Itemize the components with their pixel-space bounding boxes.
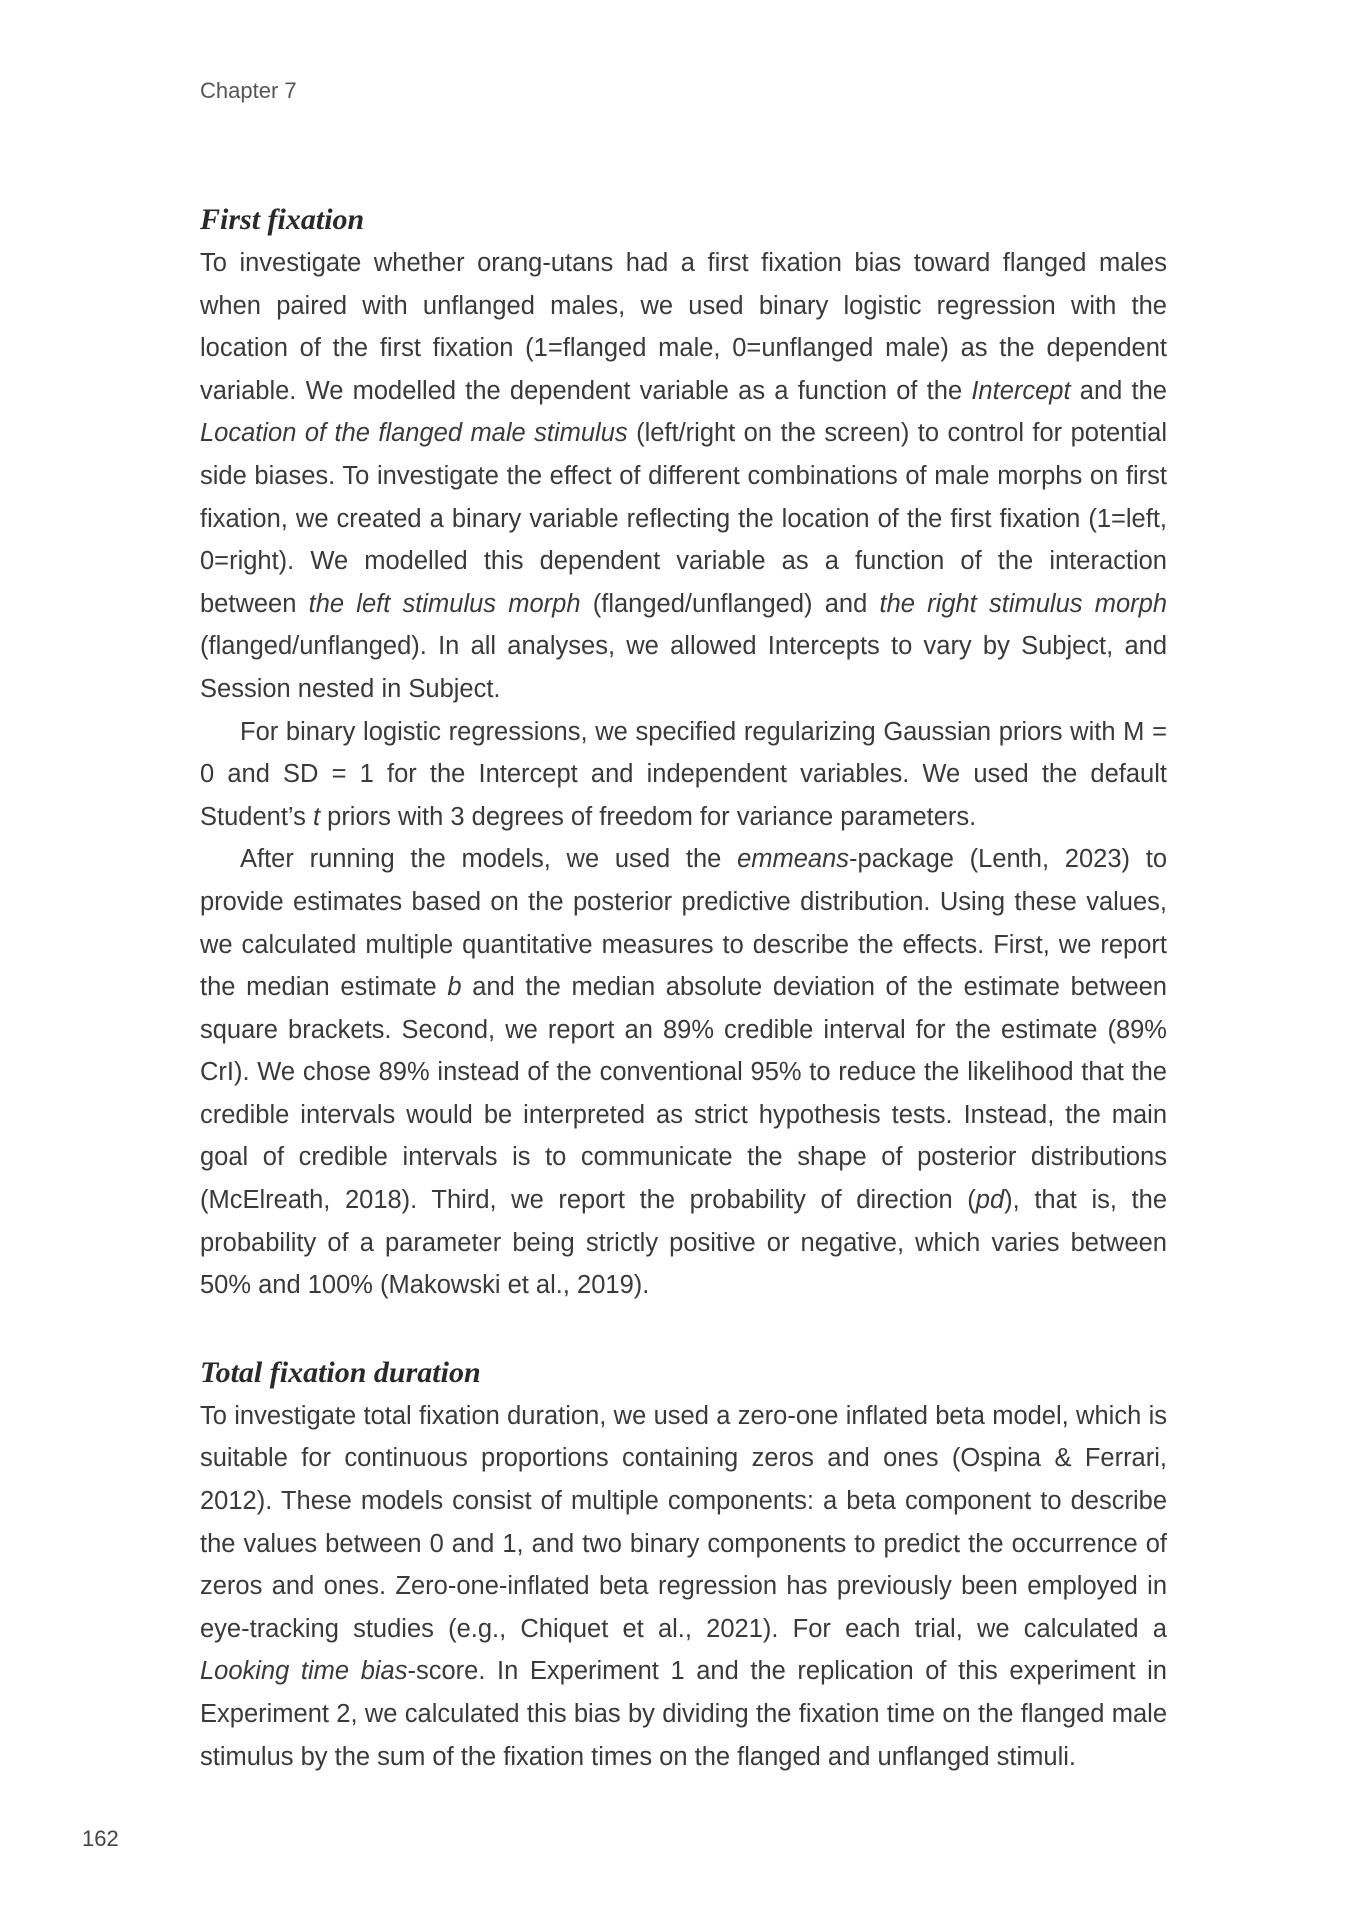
paragraph: For binary logistic regressions, we specified regularizing Gaussian priors with M = 0 and SD = 1 for the Intercept and independent variables. We used the default Student’s t priors with 3 degrees of freedom for variance parameters. (200, 717, 1167, 831)
section-spacer (200, 1307, 1167, 1351)
page-body (200, 198, 1167, 1778)
italic-run: t (312, 802, 321, 831)
paragraph: To investigate total fixation duration, we used a zero-one inflated beta model, which is suitable for continuous proportions containing zeros and ones (Ospina & Ferrari, 2012). These models consist of multiple components: a beta component to describe the values between 0 and 1, and two binary components to predict the occurrence of zeros and ones. Zero-one-inflated beta regression has previously been employed in eye-tracking studies (e.g., Chiquet et al., 2021). For each trial, we calculated a Looking time bias-score. In Experiment 1 and the replication of this experiment in Experiment 2, we calculated this bias by dividing the fixation time on the flanged male stimulus by the sum of the fixation times on the flanged and unflanged stimuli. (200, 1401, 1167, 1771)
italic-run: the right stimulus morph (879, 589, 1167, 618)
page-number: 162 (82, 1826, 119, 1851)
italic-run: pd (975, 1186, 1005, 1215)
italic-run: b (447, 973, 462, 1002)
paragraph: To investigate whether orang-utans had a first fixation bias toward flanged males when paired with unflanged males, we used binary logistic regression with the location of the first fixation (1=flanged male, 0=unflanged male) as the dependent variable. We modelled the dependent variable as a function of the Intercept and the Location of the flanged male stimulus (left/right on the screen) to control for potential side biases. To investigate the effect of different combinations of male morphs on first fixation, we created a binary variable reflecting the location of the first fixation (1=left, 0=right). We modelled this dependent variable as a function of the interaction between the left stimulus morph (flanged/unflanged) and the right stimulus morph (flanged/unflanged). In all analyses, we allowed Intercepts to vary by Subject, and Session nested in Subject. (200, 249, 1167, 703)
italic-run: the left stimulus morph (308, 589, 581, 618)
italic-run: Intercept (971, 376, 1071, 405)
italic-run: Looking time bias (200, 1657, 408, 1686)
section-heading-total-fixation-duration: Total fixation duration (200, 1355, 481, 1389)
italic-run: emmeans (737, 845, 850, 874)
running-head: Chapter 7 (200, 78, 297, 103)
paragraph: After running the models, we used the emmeans-package (Lenth, 2023) to provide estimates based on the posterior predictive distribution. Using these values, we calculated multiple quantitative measures to describe the effects. First, we report the median estimate b and the median absolute deviation of the estimate between square brackets. Second, we report an 89% credible interval for the estimate (89% CrI). We chose 89% instead of the conventional 95% to reduce the likelihood that the credible intervals would be interpreted as strict hypothesis tests. Instead, the main goal of credible intervals is to communicate the shape of posterior distributions (McElreath, 2018). Third, we report the probability of direction (pd), that is, the probability of a parameter being strictly positive or negative, which varies between 50% and 100% (Makowski et al., 2019). (200, 845, 1167, 1300)
italic-run: Location of the flanged male stimulus (200, 419, 628, 448)
section-heading-first-fixation: First fixation (200, 203, 365, 236)
